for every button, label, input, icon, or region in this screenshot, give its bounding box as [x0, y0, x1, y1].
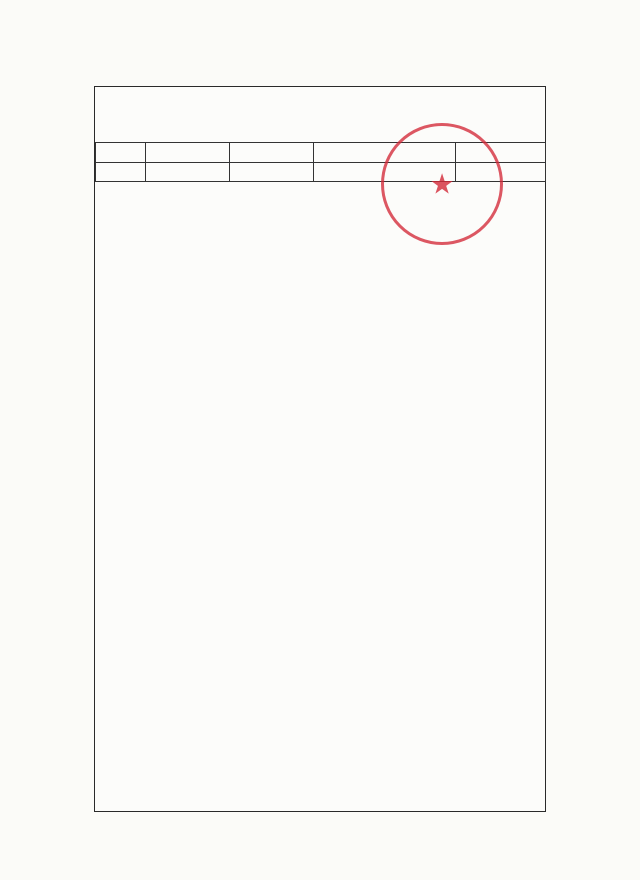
receipt-sheet	[94, 86, 546, 812]
column-header-number	[96, 143, 146, 163]
column-header-amount	[230, 143, 314, 163]
seal-star-icon: ★	[429, 167, 455, 201]
official-seal	[381, 123, 503, 245]
empty-cell	[230, 163, 314, 182]
empty-cell	[146, 163, 230, 182]
empty-cell	[96, 163, 146, 182]
column-header-name	[146, 143, 230, 163]
